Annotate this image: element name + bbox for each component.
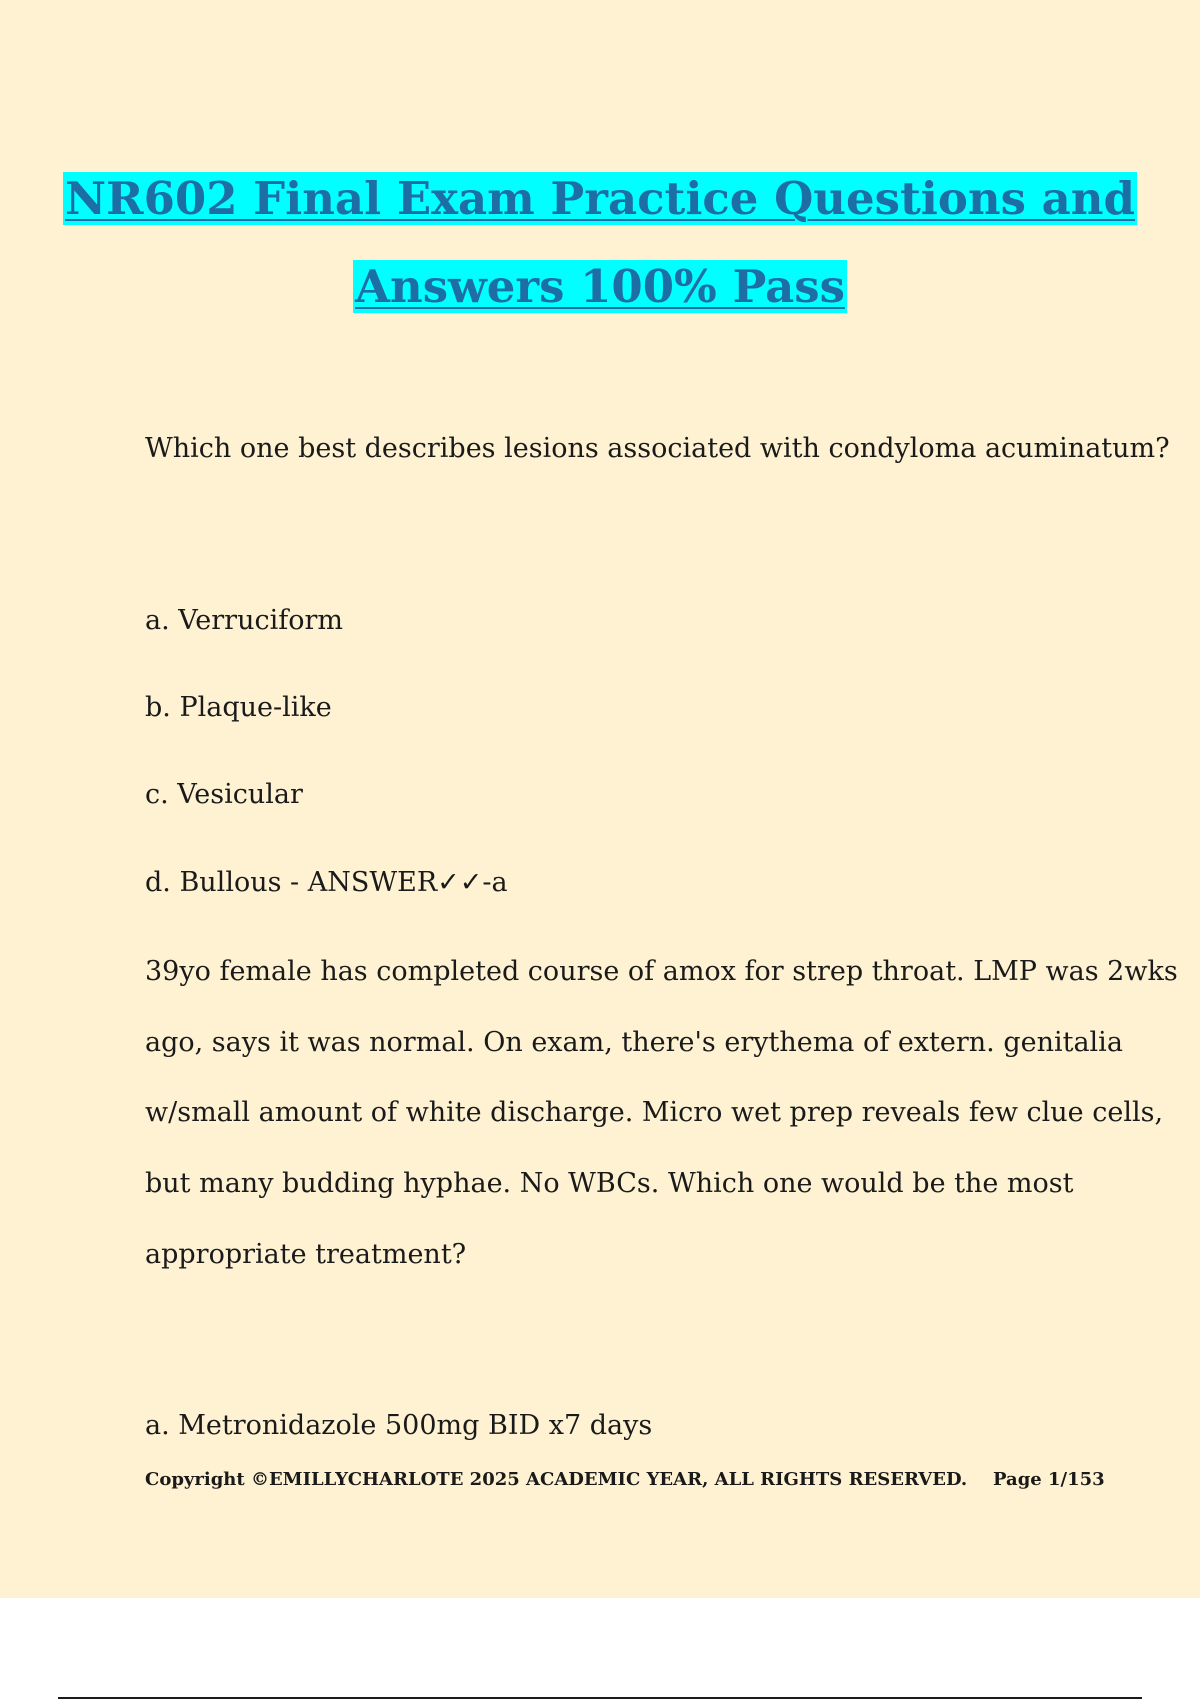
question-2-prompt-line-1: 39yo female has completed course of amox for strep throat. LMP was 2wks bbox=[145, 956, 1178, 987]
document-title-line-1 bbox=[0, 170, 1200, 228]
question-1-prompt: Which one best describes lesions associated with condyloma acuminatum? bbox=[145, 433, 1170, 464]
question-2-prompt-line-5: appropriate treatment? bbox=[145, 1239, 467, 1270]
question-2-option-a: a. Metronidazole 500mg BID x7 days bbox=[145, 1410, 653, 1441]
question-1-option-d-answer: d. Bullous - ANSWER✓✓-a bbox=[145, 867, 508, 898]
title-text-2: Answers 100% Pass bbox=[355, 260, 845, 313]
document-title-line-2 bbox=[0, 258, 1200, 316]
question-1-option-c: c. Vesicular bbox=[145, 779, 303, 810]
title-text-1: NR602 Final Exam Practice Questions and bbox=[65, 172, 1135, 225]
question-2-prompt-line-4: but many budding hyphae. No WBCs. Which one would be the most bbox=[145, 1168, 1074, 1199]
question-2-prompt-line-2: ago, says it was normal. On exam, there's erythema of extern. genitalia bbox=[145, 1027, 1123, 1058]
question-1-option-a: a. Verruciform bbox=[145, 605, 343, 636]
footer-page-number: Page 1/153 bbox=[993, 1469, 1105, 1490]
question-1-option-b: b. Plaque-like bbox=[145, 692, 332, 723]
footer-copyright: Copyright ©EMILLYCHARLOTE 2025 ACADEMIC YEAR, ALL RIGHTS RESERVED. bbox=[145, 1469, 968, 1490]
page-divider bbox=[58, 1697, 1142, 1699]
question-2-prompt-line-3: w/small amount of white discharge. Micro wet prep reveals few clue cells, bbox=[145, 1097, 1164, 1128]
